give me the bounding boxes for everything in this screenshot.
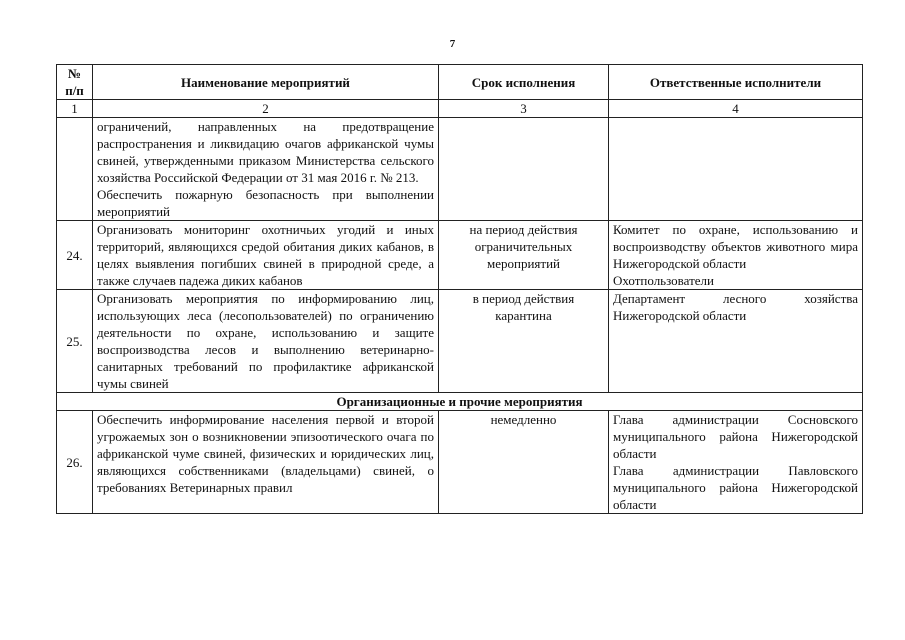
row-number: 26. [57,411,93,514]
header-name: Наименование мероприятий [93,65,439,100]
row-number [57,118,93,221]
measure-name [93,118,439,221]
measure-term: в период действия карантина [439,290,609,393]
measure-text: ограничений, направленных на предотвращение распространения и ликвидацию очагов африканской чумы свиней, утвержденными приказом Министерства сельского хозяйства Российской Федерации от 31 мая 2016 г. № 213. [97,119,434,185]
responsible-text: Комитет по охране, использованию и воспроизводству объектов животного мира Нижегородской области [613,222,858,271]
measure-responsible: Департамент лесного хозяйства Нижегородской области [609,290,863,393]
responsible-text: Глава администрации Сосновского муниципального района Нижегородской области [613,412,858,461]
measure-term: на период действия ограничительных мероприятий [439,221,609,290]
measure-name: Организовать мероприятия по информированию лиц, использующих леса (лесопользователей) по ограничению деятельности по охране, использованию и защите воспроизводства лесов и выполнению ветеринарно-санитарных требований по профилактике африканской чумы свиней [93,290,439,393]
page-number: 7 [449,38,456,50]
index-row [57,100,863,118]
index-cell: 2 [93,100,439,118]
header-row [57,65,863,100]
measure-responsible [609,221,863,290]
measure-name: Организовать мониторинг охотничьих угодий и иных территорий, являющихся средой обитания диких кабанов, в целях выявления погибших свиней в природной среде, а также случаев падежа диких кабанов [93,221,439,290]
measure-text-extra: Обеспечить пожарную безопасность при выполнении мероприятий [97,187,434,219]
measure-name: Обеспечить информирование населения первой и второй угрожаемых зон о возникновении эпизоотического очага по африканской чуме свиней, физических и юридических лиц, являющихся собственниками (владельцами) свиней, о требованиях Ветеринарных правил [93,411,439,514]
row-number: 25. [57,290,93,393]
table-row [57,221,863,290]
table-row [57,411,863,514]
responsible-text-extra: Охотпользователи [613,273,714,288]
section-row [57,393,863,411]
measure-term: немедленно [439,411,609,514]
measure-responsible [609,118,863,221]
row-number: 24. [57,221,93,290]
header-num: № п/п [57,65,93,100]
measures-table [56,64,863,514]
table-row [57,290,863,393]
index-cell: 3 [439,100,609,118]
header-term: Срок исполнения [439,65,609,100]
measure-term [439,118,609,221]
index-cell: 4 [609,100,863,118]
section-title: Организационные и прочие мероприятия [57,393,863,411]
table-row [57,118,863,221]
responsible-text-extra: Глава администрации Павловского муниципального района Нижегородской области [613,463,858,512]
index-cell: 1 [57,100,93,118]
measure-responsible [609,411,863,514]
header-resp: Ответственные исполнители [609,65,863,100]
